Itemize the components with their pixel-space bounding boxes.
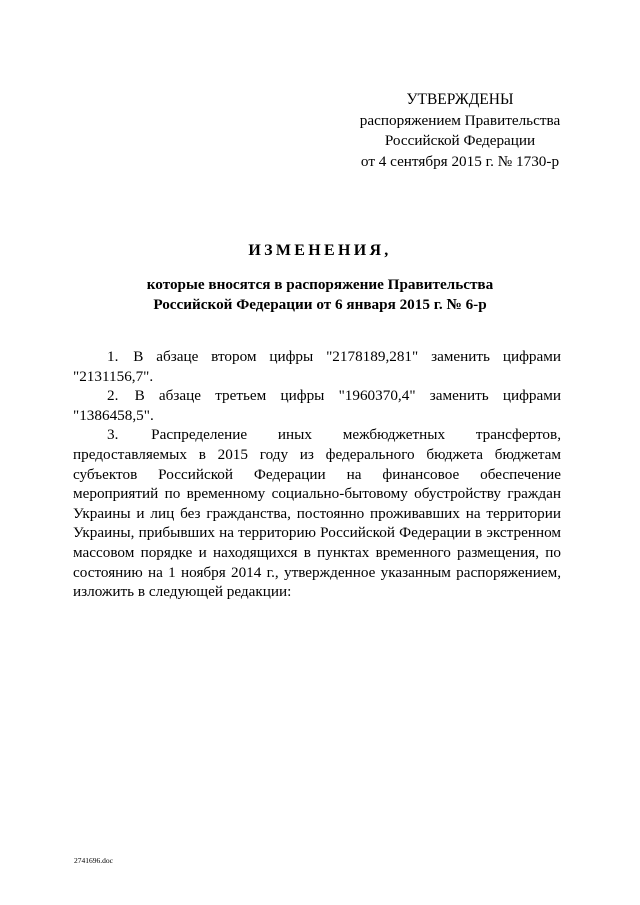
item-number: 2. (107, 387, 119, 405)
amendment-item-2 (73, 386, 561, 425)
document-subtitle-line-2: Российской Федерации от 6 января 2015 г. № 6-р (153, 296, 487, 313)
item-text: В абзаце втором цифры "2178189,281" заменить цифрами "2131156,7". (73, 348, 561, 385)
amendment-item-1 (73, 347, 561, 386)
approval-line-date-number: от 4 сентября 2015 г. № 1730-р (360, 152, 560, 170)
item-text: Распределение иных межбюджетных трансфертов, предоставляемых в 2015 году из федерального бюджета бюджетам субъектов Российской Федерации на финансовое обеспечение мероприятий по временному социально-бытовому обустройству граждан Украины и лиц без гражданства, постоянно проживавших на территории Украины, прибывших на территорию Российской Федерации в экстренном массовом порядке и находящихся в пунктах временного размещения, по состоянию на 1 ноября 2014 г., утвержденное указанным распоряжением, изложить в следующей редакции: (73, 426, 561, 601)
approval-line-order: распоряжением Правительства (359, 111, 561, 129)
document-subtitle (0, 275, 640, 315)
item-number: 1. (107, 348, 119, 365)
approval-line-authority: Российской Федерации (384, 132, 536, 149)
file-code: 2741696.doc (74, 856, 113, 865)
item-text: В абзаце третьем цифры "1960370,4" заменить цифрами "1386458,5". (73, 387, 561, 424)
document-title: ИЗМЕНЕНИЯ, (248, 242, 392, 259)
item-number: 3. (107, 426, 119, 444)
amendment-item-3 (73, 425, 561, 601)
approval-block (340, 90, 580, 172)
document-body (73, 347, 561, 602)
document-subtitle-line-1: которые вносятся в распоряжение Правительства (146, 276, 494, 293)
approval-title: УТВЕРЖДЕНЫ (406, 91, 514, 108)
